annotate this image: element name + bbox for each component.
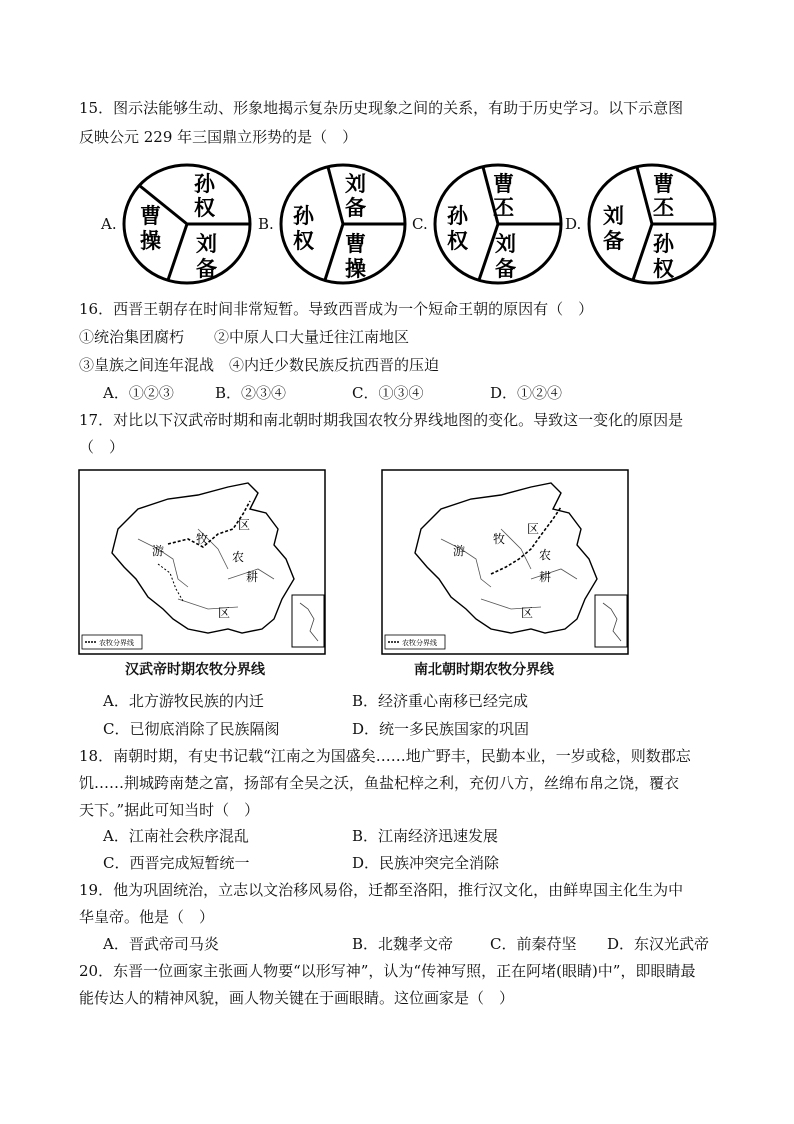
q15-option-b-letter: B. [258,215,274,233]
q17-stem-line2: （ ） [79,438,125,456]
map-nanbeichao [381,469,629,655]
pie-d-top-1: 曹 [653,172,674,196]
q15-option-d-pie [587,163,717,285]
q18-option-c[interactable]: C．西晋完成短暂统一 [103,854,250,872]
pie-a-top-2: 权 [194,196,215,220]
map-right-legend: 农牧分界线 [402,639,437,647]
map-left-label-qu2: 区 [218,606,231,620]
q19-option-d[interactable]: D．东汉光武帝 [607,935,710,953]
q17-option-a[interactable]: A．北方游牧民族的内迁 [103,692,264,710]
map-left-label-qu1: 区 [238,518,251,532]
pie-b-top-1: 刘 [345,172,366,196]
q17-stem-line1: 17．对比以下汉武帝时期和南北朝时期我国农牧分界线地图的变化。导致这一变化的原因是 [79,411,684,429]
q19-option-c[interactable]: C．前秦苻坚 [490,935,577,953]
map-right-label-qu1: 区 [527,522,540,536]
map-left-label-nong: 农 [232,550,245,564]
pie-a-br-2: 备 [196,257,217,281]
pie-c-top-1: 曹 [493,172,514,196]
pie-a-br-1: 刘 [196,232,217,256]
pie-d-top-2: 丕 [653,196,674,220]
q15-stem-line1: 15．图示法能够生动、形象地揭示复杂历史现象之间的关系，有助于历史学习。以下示意图 [79,99,684,117]
q15-option-d-letter: D. [565,215,582,233]
map-right-label-qu2: 区 [521,606,534,620]
pie-d-br-2: 权 [653,257,674,281]
q18-option-a[interactable]: A．江南社会秩序混乱 [103,827,249,845]
q16-option-a[interactable]: A．①②③ [103,384,174,402]
pie-b-left-2: 权 [293,229,314,253]
q15-option-a-pie [122,163,252,285]
pie-c-br-1: 刘 [495,232,516,256]
map-left-label-mu: 牧 [196,532,209,546]
q19-option-b[interactable]: B．北魏孝文帝 [352,935,454,953]
map-left-caption: 汉武帝时期农牧分界线 [125,662,265,678]
map-left-legend: 农牧分界线 [99,639,134,647]
q16-items-line2: ③皇族之间连年混战 ④内迁少数民族反抗西晋的压迫 [79,356,440,374]
q18-option-b[interactable]: B．江南经济迅速发展 [352,827,499,845]
pie-d-br-1: 孙 [653,232,674,256]
q19-stem-line1: 19．他为巩固统治，立志以文治移风易俗，迁都至洛阳，推行汉文化，由鲜卑国主化生为中 [79,881,684,899]
map-right-label-geng: 耕 [539,570,552,584]
pie-b-br-1: 曹 [345,232,366,256]
q18-stem-line2: 饥……荆城跨南楚之富，扬部有全吴之沃，鱼盐杞梓之利，充仞八方，丝绵布帛之饶，覆衣 [79,774,680,792]
pie-c-top-2: 丕 [493,196,514,220]
q18-option-d[interactable]: D．民族冲突完全消除 [352,854,500,872]
q17-option-d[interactable]: D．统一多民族国家的巩固 [352,720,530,738]
map-right-label-you: 游 [453,544,466,558]
q18-stem-line3: 天下。”据此可知当时（ ） [79,801,260,819]
map-right-label-nong: 农 [539,548,552,562]
q16-option-c[interactable]: C．①③④ [352,384,424,402]
q15-option-a-letter: A. [101,215,117,233]
q17-option-b[interactable]: B．经济重心南移已经完成 [352,692,529,710]
q20-stem-line1: 20．东晋一位画家主张画人物要“以形写神”，认为“传神写照，正在阿堵(眼睛)中”，即眼睛最 [79,962,696,980]
q16-stem: 16．西晋王朝存在时间非常短暂。导致西晋成为一个短命王朝的原因有（ ） [79,300,594,318]
q15-option-c-pie [433,163,563,285]
map-right-label-mu: 牧 [493,532,506,546]
pie-c-left-2: 权 [447,229,468,253]
map-han-wudi [78,469,326,655]
pie-d-left-1: 刘 [603,204,624,228]
q15-option-b-pie [279,163,407,285]
q16-items-line1: ①统治集团腐朽 ②中原人口大量迁往江南地区 [79,328,410,346]
q16-option-d[interactable]: D．①②④ [490,384,563,402]
map-left-label-you: 游 [152,544,165,558]
q19-option-a[interactable]: A．晋武帝司马炎 [103,935,219,953]
map-right-caption: 南北朝时期农牧分界线 [414,662,554,678]
q20-stem-line2: 能传达人的精神风貌，画人物关键在于画眼睛。这位画家是（ ） [79,989,515,1007]
pie-a-top-1: 孙 [194,172,215,196]
pie-a-left-2: 操 [140,229,161,253]
pie-c-left-1: 孙 [447,204,468,228]
q19-stem-line2: 华皇帝。他是（ ） [79,908,215,926]
q16-option-b[interactable]: B．②③④ [215,384,287,402]
q18-stem-line1: 18．南朝时期，有史书记载“江南之为国盛矣……地广野丰，民勤本业，一岁或稔，则数郡忘 [79,747,691,765]
pie-c-br-2: 备 [495,257,516,281]
q17-option-c[interactable]: C．已彻底消除了民族隔阂 [103,720,280,738]
map-left-label-geng: 耕 [246,570,259,584]
pie-b-left-1: 孙 [293,204,314,228]
pie-d-left-2: 备 [603,229,624,253]
pie-a-left-1: 曹 [140,204,161,228]
q15-stem-line2: 反映公元 229 年三国鼎立形势的是（ ） [79,128,358,146]
pie-b-br-2: 操 [345,257,366,281]
pie-b-top-2: 备 [345,196,366,220]
q15-option-c-letter: C. [412,215,428,233]
